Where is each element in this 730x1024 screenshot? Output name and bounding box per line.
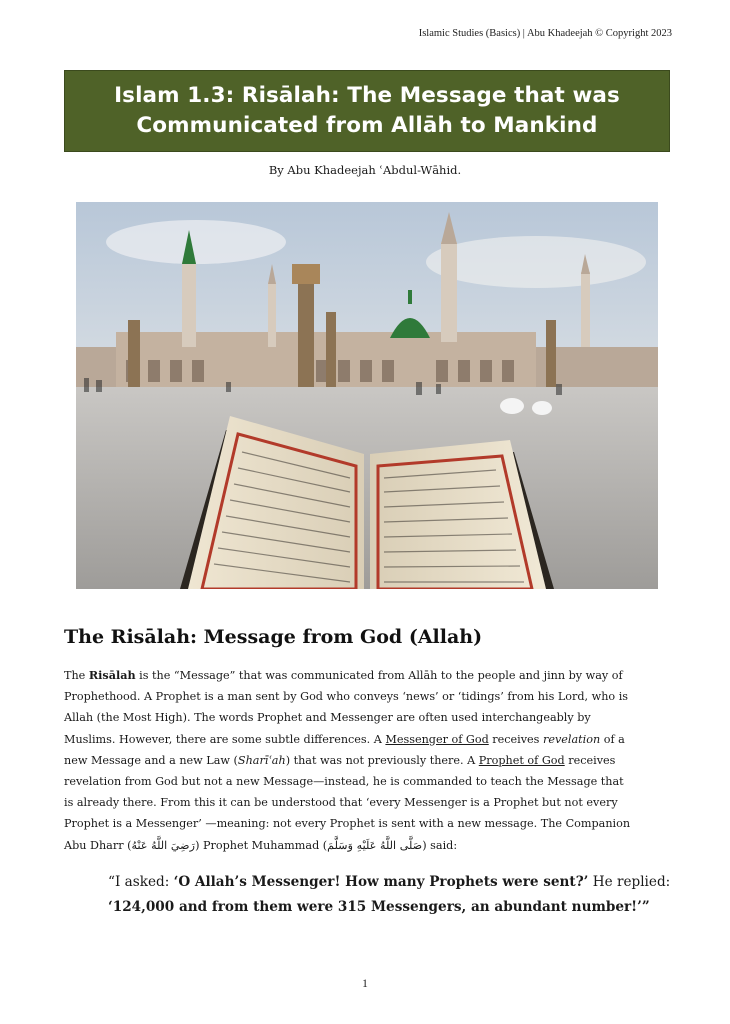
text-run: ) Prophet Muhammad ( bbox=[195, 838, 328, 852]
text-run: Muslims. However, there are some subtle differences. A bbox=[64, 732, 386, 746]
text-run: receives bbox=[564, 753, 616, 767]
term-risalah: Risālah bbox=[88, 668, 136, 682]
body-line-2: Prophethood. A Prophet is a man sent by God who conveys ‘news’ or ‘tidings’ from his Lord, who is bbox=[64, 690, 629, 704]
quote-line-2: ‘124,000 and from them were 315 Messengers, an abundant number!’” bbox=[108, 899, 650, 915]
term-shariah: Sharīʿah bbox=[237, 753, 286, 767]
quote-question: ‘O Allah’s Messenger! How many Prophets were sent?’ bbox=[173, 874, 589, 890]
text-run: The bbox=[64, 669, 89, 682]
term-prophet-of-god: Prophet of God bbox=[478, 753, 565, 767]
text-run: “I asked: bbox=[108, 874, 174, 890]
text-run: He replied: bbox=[588, 874, 671, 890]
hero-image-mosque-and-quran bbox=[76, 202, 658, 589]
author-byline: By Abu Khadeejah ʿAbdul-Wāhid. bbox=[268, 163, 462, 177]
text-run: Abu Dharr ( bbox=[64, 838, 132, 852]
text-run: receives bbox=[488, 732, 543, 746]
arabic-honorific-radiallahu: رَضِيَ اللَّهُ عَنْهُ bbox=[131, 838, 196, 852]
text-run: ) said: bbox=[422, 838, 458, 852]
body-line-4 bbox=[64, 729, 676, 750]
body-line-5 bbox=[64, 750, 676, 771]
hadith-quote bbox=[108, 870, 688, 920]
arabic-honorific-salallahu: صَلَّى اللَّهُ عَلَيْهِ وَسَلَّمَ bbox=[327, 838, 423, 852]
running-header: Islamic Studies (Basics) | Abu Khadeejah © Copyright 2023 bbox=[418, 28, 672, 39]
title-line-2: Communicated from Allāh to Mankind bbox=[136, 113, 598, 138]
body-line-1 bbox=[64, 665, 676, 686]
body-line-6: revelation from God but not a new Message—instead, he is commanded to teach the Message that bbox=[64, 775, 624, 789]
text-run: of a bbox=[600, 732, 625, 746]
quote-line-1 bbox=[108, 870, 688, 895]
section-heading: The Risālah: Message from God (Allah) bbox=[64, 626, 483, 648]
body-line-3: Allah (the Most High). The words Prophet and Messenger are often used interchangeably by bbox=[64, 711, 591, 725]
body-line-8: Prophet is a Messenger’ —meaning: not every Prophet is sent with a new message. The Companion bbox=[64, 817, 631, 831]
body-line-9 bbox=[64, 835, 676, 856]
text-run: is the “Message” that was communicated from Allāh to the people and jinn by way of bbox=[135, 669, 623, 682]
title-banner bbox=[64, 70, 670, 152]
body-line-7: is already there. From this it can be understood that ‘every Messenger is a Prophet but not every bbox=[64, 796, 618, 810]
text-run: ) that was not previously there. A bbox=[285, 753, 479, 767]
term-revelation: revelation bbox=[542, 732, 601, 746]
body-paragraph bbox=[64, 665, 676, 856]
text-run: new Message and a new Law ( bbox=[64, 753, 238, 767]
term-messenger-of-god: Messenger of God bbox=[385, 732, 489, 746]
page-number: 1 bbox=[362, 978, 368, 990]
title-line-1: Islam 1.3: Risālah: The Message that was bbox=[114, 83, 620, 108]
